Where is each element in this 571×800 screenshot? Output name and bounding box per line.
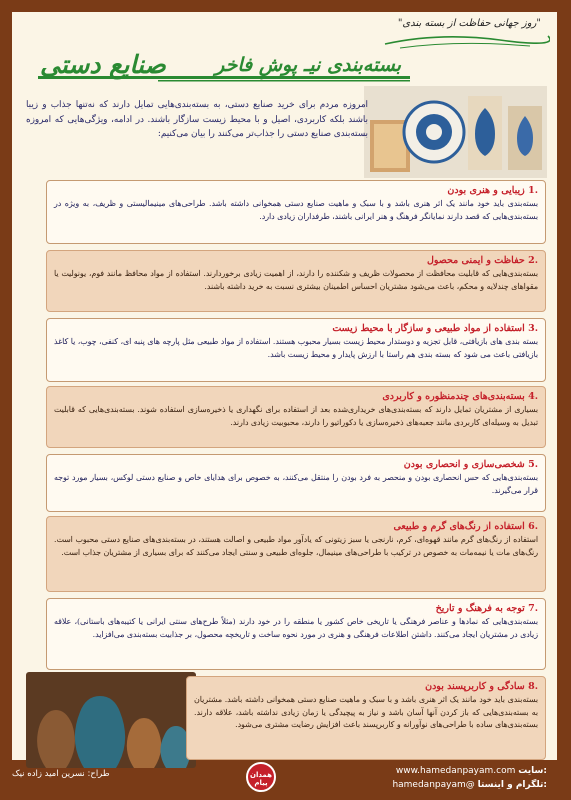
social-label: تلگرام و اینستا: xyxy=(477,780,547,790)
feature-title-7: .7 توجه به فرهنگ و تاریخ xyxy=(435,603,538,614)
feature-title-2: .2 حفاظت و ایمنی محصول xyxy=(426,255,538,266)
packaging-photo xyxy=(364,86,547,178)
feature-item-6 xyxy=(46,516,546,592)
feature-body-6: استفاده از رنگ‌های گرم مانند قهوه‌ای، کرم، نارنجی یا سبز زیتونی که یادآور مواد طبیعی و اصالت هستند، در بسته‌بندی‌های صنایع دستی محبوب است. رنگ‌های مات یا نیمه‌مات به خصوص در ترکیب با طراحی‌های مینیمال، جلوه‌ای طبیعی و سنتی ایجاد می‌کنند که برای بسیاری از مشتریان جذاب است. xyxy=(54,535,538,557)
feature-title-6: .6 استفاده از رنگ‌های گرم و طبیعی xyxy=(393,521,538,532)
feature-item-8 xyxy=(186,676,546,760)
tagline: "روز جهانی حفاظت از بسته بندی" xyxy=(397,18,541,29)
feature-item-3 xyxy=(46,318,546,382)
feature-body-1: بسته‌بندی باید خود مانند یک اثر هنری باشد و با سبک و ماهیت صنایع دستی همخوانی داشته باشد. طراحی‌های مینیمالیستی و ظریف، به ویژه در بسته‌بندی‌هایی که قصد دارند نمایانگر فرهنگ و هنر ایرانی باشند، طرفداران زیادی دارد. xyxy=(54,199,538,221)
feature-item-1 xyxy=(46,180,546,244)
feature-title-4: .4 بسته‌بندی‌های چندمنظوره و کاربردی xyxy=(382,391,538,402)
feature-body-4: بسیاری از مشتریان تمایل دارند که بسته‌بندی‌های خریداری‌شده بعد از استفاده برای نگهداری یا ذخیره‌سازی استفاده شوند. بسته‌بندی‌هایی که قابلیت تبدیل به وسیله‌ای کاربردی مانند جعبه‌های ذخیره‌سازی یا دکوراتیو را دارند، محبوبیت زیادی دارند. xyxy=(54,405,538,427)
feature-body-3: بسته بندی های بازیافتی، قابل تجزیه و دوستدار محیط زیست بسیار محبوب هستند. استفاده از مواد طبیعی مثل پارچه های پنبه ای، کنفی، چوب، یا کاغذ بازیافتی باعث می شود که بسته بندی هم راستا با ارزش پایدار و محیط زیست باشد. xyxy=(54,337,538,359)
brand-logo xyxy=(246,762,276,792)
feature-item-5 xyxy=(46,454,546,512)
social-handle[interactable]: hamedanpayam@ xyxy=(392,780,475,790)
feature-item-2 xyxy=(46,250,546,312)
title-accent: صنایع دستی xyxy=(40,50,166,79)
feature-body-5: بسته‌بندی‌هایی که حس انحصاری بودن و منحصر به فرد بودن را منتقل می‌کنند، به خصوص برای هدایای خاص و صنایع دستی لوکس، بسیار مورد توجه قرار می‌گیرند. xyxy=(54,473,538,495)
feature-title-3: .3 استفاده از مواد طبیعی و سازگار با محیط زیست xyxy=(332,323,538,334)
feature-title-8: .8 سادگی و کاربرپسند بودن xyxy=(425,681,538,692)
pottery-photo xyxy=(26,672,196,768)
site-label: سایت: xyxy=(518,766,547,776)
feature-title-1: .1 زیبایی و هنری بودن xyxy=(447,185,538,196)
feature-body-7: بسته‌بندی‌هایی که نمادها و عناصر فرهنگی یا تاریخی خاص کشور یا منطقه را در خود دارند (مثلاً طرح‌های سنتی ایرانی یا کتیبه‌های باستانی)، علاقه زیادی در مشتریان ایجاد می‌کنند. داشتن اطلاعات فرهنگی و هنری در مورد نحوه ساخت و تاریخچه محصول، بر جذابیت بسته‌بندی می‌افزاید. xyxy=(54,617,538,639)
feature-body-8: بسته‌بندی باید خود مانند یک اثر هنری باشد و با سبک و ماهیت صنایع دستی همخوانی داشته باشد. مشتریان به بسته‌بندی‌هایی که باز کردن آنها آسان باشد و نیاز به پیچیدگی یا زمان زیادی نداشته باشد، علاقه دارند. بسته‌بندی‌های ساده با طراحی‌های نوآورانه و کاربرپسند باعث افزایش رضایت مشتری می‌شود. xyxy=(194,695,538,730)
designer-credit: طراح: نسرین امید زاده نیک xyxy=(12,769,110,779)
feature-item-4 xyxy=(46,386,546,448)
feature-item-7 xyxy=(46,598,546,670)
intro-paragraph: امروزه مردم برای خرید صنایع دستی، به بسته‌بندی‌هایی تمایل دارند که نه‌تنها جذاب و زیبا باشند بلکه کاربردی، اصیل و با محیط زیست سازگار باشند. در ادامه، ویژگی‌هایی که امروزه بسته‌بندی صنایع دستی را جذاب‌تر می‌کنند را بیان می‌کنیم: xyxy=(26,100,368,139)
logo-text: همدان پیام xyxy=(250,771,272,787)
footer-contacts xyxy=(392,764,547,792)
feature-body-2: بسته‌بندی‌هایی که قابلیت محافظت از محصولات ظریف و شکننده را دارند، از اهمیت زیادی برخوردارند. استفاده از مواد محافظ مانند فوم، یونولیت یا مقواهای چندلایه و محکم، باعث می‌شود مشتریان احساس اطمینان بیشتری نسبت به خرید داشته باشند. xyxy=(54,269,538,291)
feature-title-5: .5 شخصی‌سازی و انحصاری بودن xyxy=(403,459,538,470)
site-link[interactable]: www.hamedanpayam.com xyxy=(395,766,516,776)
ornament-swash xyxy=(380,30,550,52)
title-main: بسته‌بندی نیـ پوشِ فاخر xyxy=(215,54,401,76)
